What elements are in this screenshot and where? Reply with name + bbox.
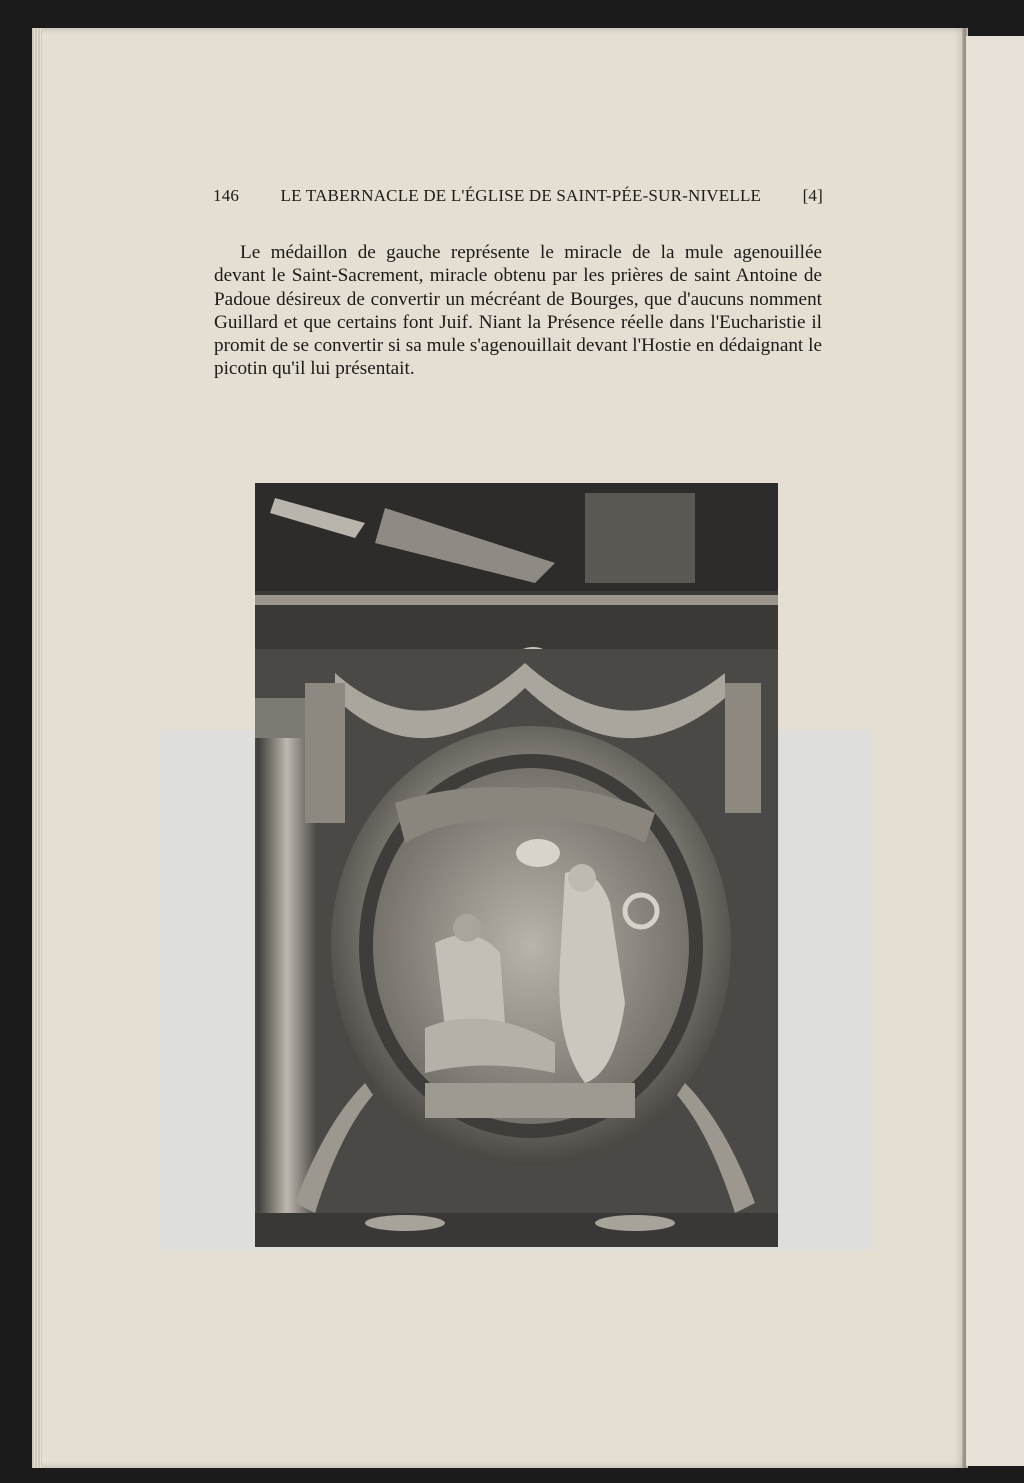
window-pane: [585, 493, 695, 583]
facing-page-edge: [966, 36, 1024, 1466]
scene-ground: [425, 1083, 635, 1118]
lower-frieze: [255, 1213, 778, 1247]
monstrance-halo: [516, 839, 560, 867]
hanging-tassel: [725, 683, 761, 813]
cornice-highlight: [255, 595, 778, 605]
hanging-tassel-left: [305, 683, 345, 823]
page-number: 146: [213, 186, 240, 205]
running-title: LE TABERNACLE DE L'ÉGLISE DE SAINT-PÉE-SUR-NIVELLE: [280, 186, 762, 205]
page-edge-stack: [32, 28, 42, 1468]
medallion-relief-drawing: [255, 483, 778, 1247]
saint-head: [568, 864, 596, 892]
medallion-photograph: [255, 483, 778, 1247]
kneeling-figure-head: [453, 914, 481, 942]
frieze-ornament-right: [595, 1215, 675, 1231]
section-marker: [4]: [802, 186, 823, 205]
running-header: [213, 186, 823, 206]
body-paragraph: Le médaillon de gauche représente le miracle de la mule agenouillée devant le Saint-Sacrement, miracle obtenu par les prières de saint Antoine de Padoue désireux de convertir un mécréant de Bourges, que d'aucuns nomment Guillard et que certains font Juif. Niant la Présence réelle dans l'Eucharistie il promit de se convertir si sa mule s'agenouillait devant l'Hostie en dédaignant le picotin qu'il lui présentait.: [214, 242, 822, 380]
frieze-ornament: [365, 1215, 445, 1231]
